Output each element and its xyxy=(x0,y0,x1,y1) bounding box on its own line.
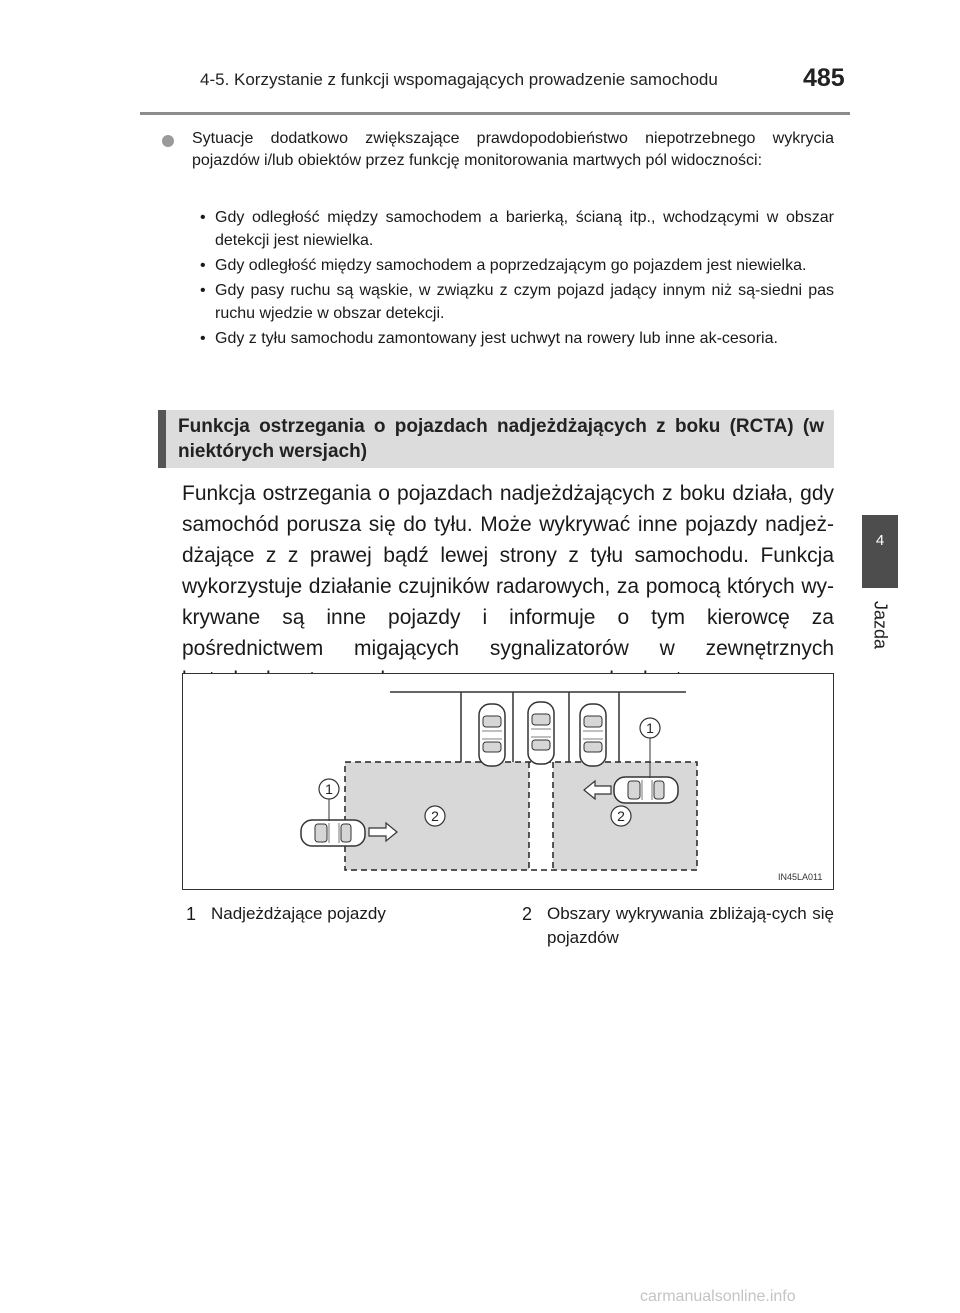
body-paragraph: Funkcja ostrzegania o pojazdach nadjeżdżających z boku działa, gdy samochód porusza się do tyłu. Może wykrywać inne pojazdy nadjeż-dżające z z prawej bądź lewej strony z tyłu samochodu. Funkcja wykorzystuje działanie czujników radarowych, za pomocą których wy-krywane są inne pojazdy i informuje o tym kierowcę za pośrednictwem migających sygnalizatorów w zewnętrznych xyxy=(182,482,834,660)
own-car-icon xyxy=(528,702,554,764)
banner-accent-bar xyxy=(158,410,166,468)
figure-label-1: 1 xyxy=(646,720,654,736)
section-banner xyxy=(158,410,834,468)
watermark: carmanualsonline.info xyxy=(640,1288,796,1305)
list-item: • Gdy z tyłu samochodu zamontowany jest uchwyt na rowery lub inne ak-cesoria. xyxy=(200,327,834,350)
callout-number: 1 xyxy=(186,904,197,924)
list-item: • Gdy odległość między samochodem a poprzedzającym go pojazdem jest niewielka. xyxy=(200,254,834,277)
header-rule xyxy=(140,112,850,115)
header-section-title: 4-5. Korzystanie z funkcji wspomagających prowadzenie samochodu xyxy=(200,70,718,89)
figure-label-1: 1 xyxy=(325,781,333,797)
parked-car-icon xyxy=(580,704,606,766)
chapter-label xyxy=(855,595,905,655)
chapter-label-text: Jazda xyxy=(870,600,891,650)
rcta-diagram xyxy=(183,674,833,889)
rcta-figure xyxy=(182,673,834,890)
callout-number: 2 xyxy=(522,904,533,924)
parked-car-icon xyxy=(479,704,505,766)
figure-label-2: 2 xyxy=(617,808,625,824)
callout-text: Nadjeżdżające pojazdy xyxy=(211,904,386,923)
callout-text: Obszary wykrywania zbliżają-cych się pojazdów xyxy=(547,904,834,947)
bullet-text: Sytuacje dodatkowo zwiększające prawdopodobieństwo niepotrzebnego wykrycia pojazdów i/lub obiektów przez funkcję monitorowania martwych pól widoczności: xyxy=(192,130,834,169)
section-title: Funkcja ostrzegania o pojazdach nadjeżdżających z boku (RCTA) (w niektórych wersjach) xyxy=(178,416,824,462)
situation-list xyxy=(200,206,834,352)
approaching-car-left-icon xyxy=(301,820,365,846)
chapter-tab[interactable]: 4 xyxy=(862,515,898,588)
bullet-dot-icon xyxy=(162,135,174,147)
approaching-car-right-icon xyxy=(614,777,678,803)
callout-2 xyxy=(522,902,834,950)
bullet-block xyxy=(162,128,834,172)
callout-1 xyxy=(186,902,476,926)
page-number: 485 xyxy=(803,64,845,92)
list-item: • Gdy pasy ruchu są wąskie, w związku z czym pojazd jadący innym niż są-siedni pas ruchu wjedzie w obszar detekcji. xyxy=(200,279,834,325)
list-item: • Gdy odległość między samochodem a barierką, ścianą itp., wchodzącymi w obszar detekcji jest niewielka. xyxy=(200,206,834,252)
figure-code: IN45LA011 xyxy=(778,872,823,882)
figure-label-2: 2 xyxy=(431,808,439,824)
